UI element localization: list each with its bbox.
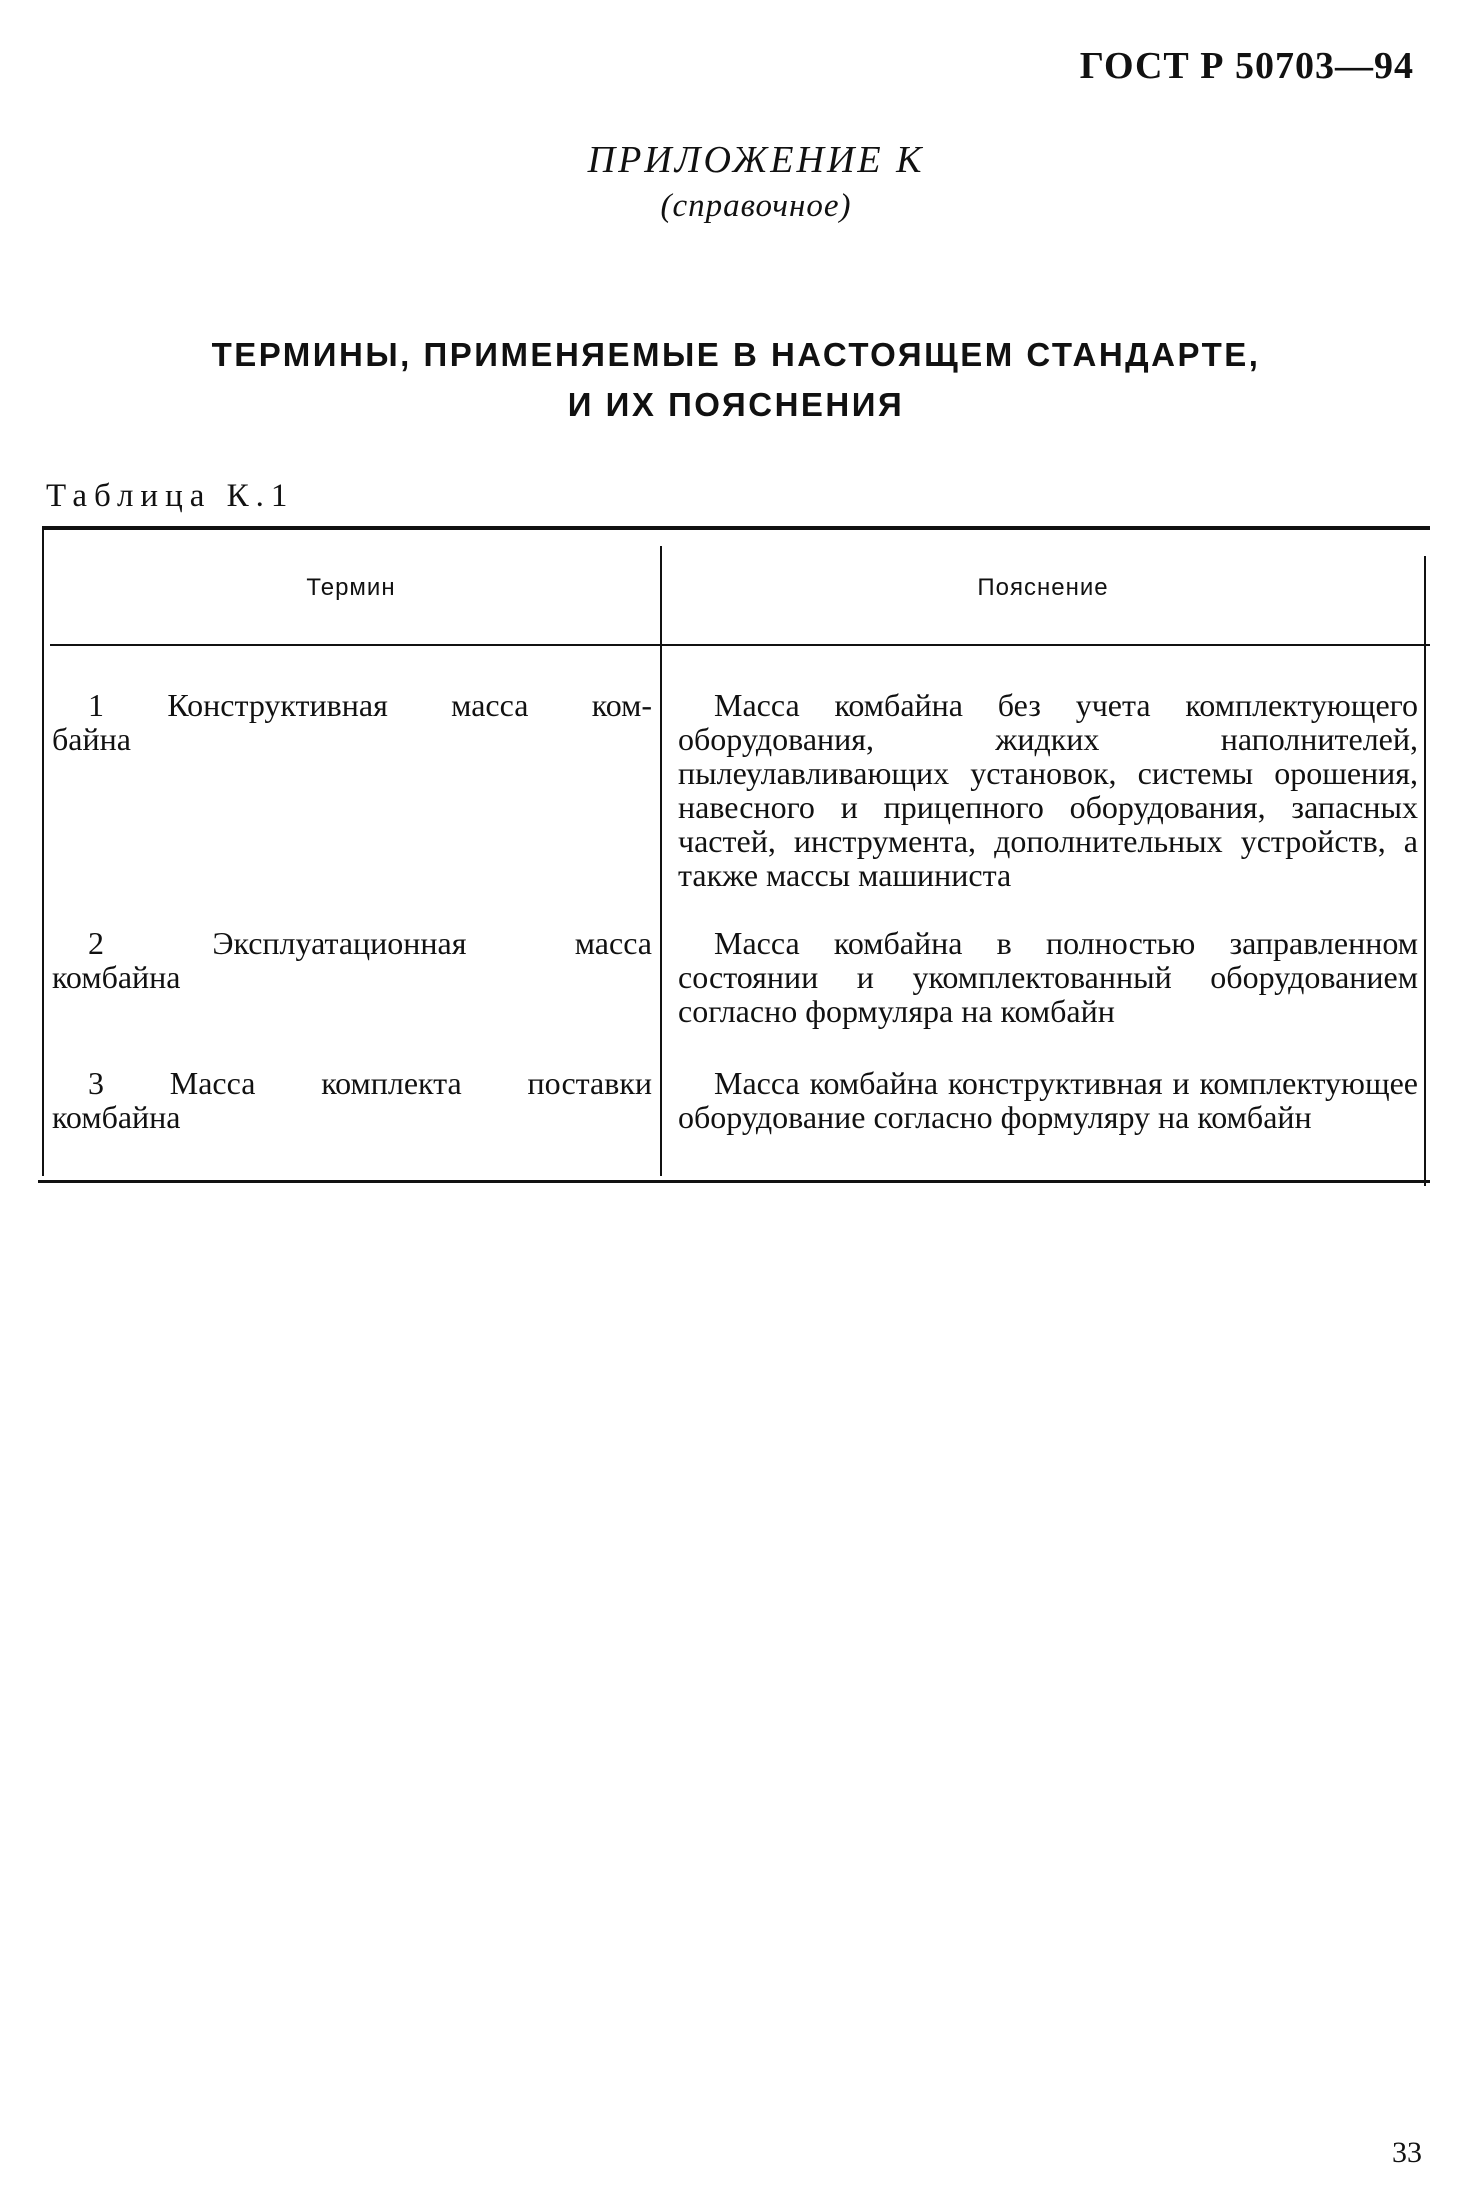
- table-top-rule: [42, 526, 1430, 530]
- appendix-title: ПРИЛОЖЕНИЕ К: [587, 139, 925, 181]
- terms-table: [42, 526, 1430, 1186]
- section-heading-line-2: И ИХ ПОЯСНЕНИЯ: [567, 386, 905, 423]
- page-number: 33: [1392, 2136, 1422, 2169]
- table-row-1-explanation: Масса комбайна без учета комплектующего оборудования, жидких наполнителей, пылеулавливающих установок, системы орошения, навесного и прицепного оборудования, запасных частей, инструмента, дополнительных устройств, а также массы машиниста: [678, 687, 1418, 893]
- table-caption: Таблица К.1: [46, 478, 295, 514]
- section-heading-line-1: ТЕРМИНЫ, ПРИМЕНЯЕМЫЕ В НАСТОЯЩЕМ СТАНДАРТЕ,: [211, 336, 1261, 373]
- table-bottom-rule: [38, 1180, 1430, 1183]
- term-text: 2 Эксплуатационная масса: [88, 925, 652, 961]
- table-row-1-term: [52, 688, 652, 756]
- header-bottom-rule: [50, 644, 1430, 646]
- section-heading: [0, 330, 1472, 430]
- term-text-continued: комбайна: [52, 1099, 181, 1135]
- term-text-continued: комбайна: [52, 959, 181, 995]
- table-row-2-term: [52, 926, 652, 994]
- column-header-term: Термин: [306, 574, 396, 601]
- table-right-rule: [1424, 556, 1426, 1186]
- term-text-continued: байна: [52, 721, 131, 757]
- table-row-3-explanation: Масса комбайна конструктивная и комплектующее оборудование согласно формуляру на комбайн: [678, 1065, 1418, 1135]
- appendix-subtitle: (справочное): [660, 188, 852, 224]
- table-row-2-explanation: Масса комбайна в полностью заправленном состоянии и укомплектованный оборудованием согласно формуляра на комбайн: [678, 925, 1418, 1029]
- column-header-explanation: Пояснение: [977, 574, 1109, 601]
- term-text: 1 Конструктивная масса ком-: [88, 687, 652, 723]
- table-row-3-term: [52, 1066, 652, 1134]
- document-code: ГОСТ Р 50703—94: [1079, 45, 1414, 87]
- table-left-rule: [42, 526, 44, 1176]
- term-text: 3 Масса комплекта поставки: [88, 1065, 652, 1101]
- column-divider: [660, 546, 662, 1176]
